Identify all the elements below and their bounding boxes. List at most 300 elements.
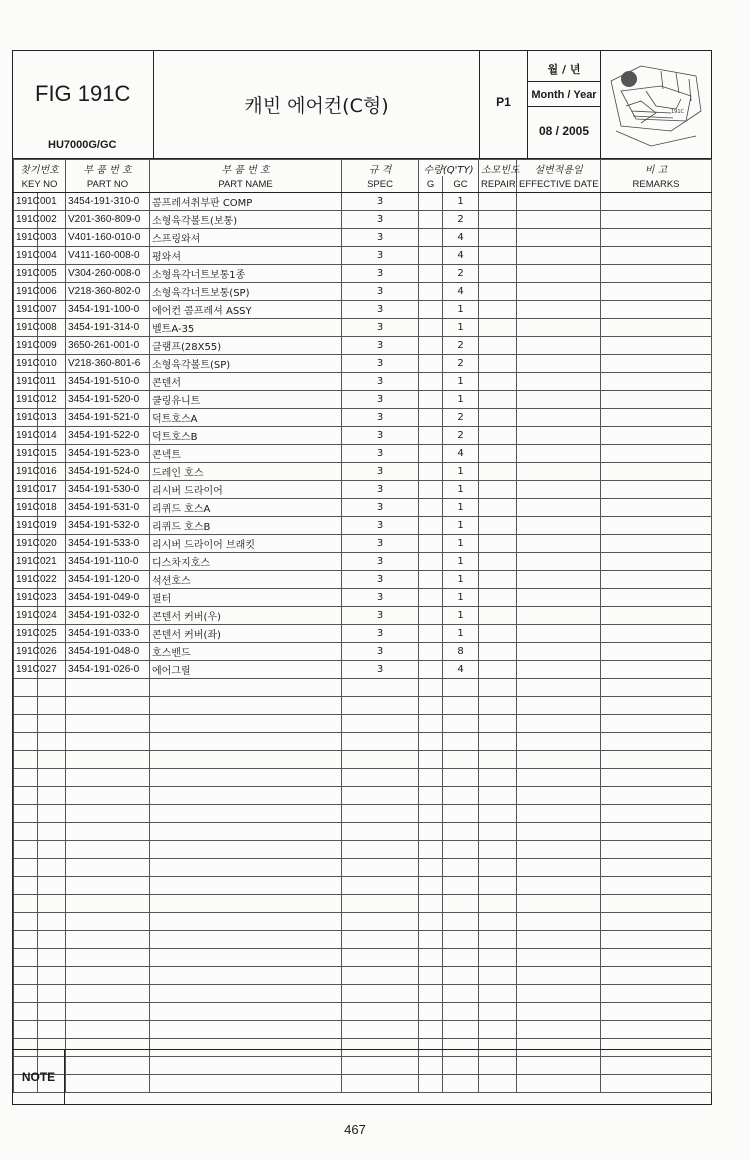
- cell-repair: [479, 481, 517, 499]
- cell-fig: [14, 733, 38, 751]
- cell-g: [419, 535, 443, 553]
- cell-effective: [517, 193, 601, 211]
- cell-repair: [479, 967, 517, 985]
- cell-gc: 1: [443, 481, 479, 499]
- cell-key: [38, 697, 66, 715]
- cell-key: 008: [38, 319, 66, 337]
- cell-remarks: [601, 661, 712, 679]
- blank-row: [14, 823, 712, 841]
- cell-g: [419, 607, 443, 625]
- cell-key: [38, 733, 66, 751]
- cell-part-no: 3454-191-033-0: [66, 625, 150, 643]
- cell-key: [38, 679, 66, 697]
- cell-effective: [517, 949, 601, 967]
- cell-name: [150, 733, 342, 751]
- cell-fig: 191C: [14, 463, 38, 481]
- cell-key: [38, 859, 66, 877]
- cell-repair: [479, 787, 517, 805]
- excavator-cabin-icon: [601, 51, 709, 156]
- cell-spec: [342, 877, 419, 895]
- cell-gc: [443, 769, 479, 787]
- cell-repair: [479, 697, 517, 715]
- cell-g: [419, 391, 443, 409]
- cell-remarks: [601, 193, 712, 211]
- cell-repair: [479, 985, 517, 1003]
- cell-spec: 3: [342, 661, 419, 679]
- cell-gc: 4: [443, 229, 479, 247]
- cell-name: [150, 751, 342, 769]
- cell-name: 필터: [150, 589, 342, 607]
- col-partno-en: PART NO: [66, 176, 150, 193]
- cell-spec: 3: [342, 553, 419, 571]
- cell-part-no: 3454-191-532-0: [66, 517, 150, 535]
- cell-fig: [14, 913, 38, 931]
- cell-fig: 191C: [14, 337, 38, 355]
- cell-key: 027: [38, 661, 66, 679]
- cell-part-no: 3650-261-001-0: [66, 337, 150, 355]
- cell-remarks: [601, 265, 712, 283]
- cell-spec: 3: [342, 319, 419, 337]
- cell-fig: [14, 985, 38, 1003]
- cell-fig: [14, 967, 38, 985]
- cell-repair: [479, 337, 517, 355]
- table-row: [14, 481, 712, 499]
- cell-remarks: [601, 679, 712, 697]
- cell-fig: 191C: [14, 355, 38, 373]
- cell-effective: [517, 787, 601, 805]
- cell-remarks: [601, 337, 712, 355]
- cell-spec: [342, 985, 419, 1003]
- cell-key: [38, 877, 66, 895]
- cell-effective: [517, 301, 601, 319]
- blank-row: [14, 769, 712, 787]
- cell-g: [419, 571, 443, 589]
- cell-fig: 191C: [14, 265, 38, 283]
- cell-part-no: V401-160-010-0: [66, 229, 150, 247]
- cell-remarks: [601, 499, 712, 517]
- cell-g: [419, 805, 443, 823]
- cell-gc: 1: [443, 391, 479, 409]
- table-row: [14, 643, 712, 661]
- cell-repair: [479, 463, 517, 481]
- cell-part-no: [66, 931, 150, 949]
- cell-effective: [517, 319, 601, 337]
- cell-effective: [517, 733, 601, 751]
- cell-part-no: [66, 859, 150, 877]
- cell-g: [419, 877, 443, 895]
- table-row: [14, 535, 712, 553]
- cell-spec: [342, 751, 419, 769]
- cell-fig: [14, 697, 38, 715]
- cell-gc: 1: [443, 463, 479, 481]
- cell-g: [419, 859, 443, 877]
- cell-fig: [14, 1003, 38, 1021]
- cell-fig: 191C: [14, 607, 38, 625]
- cell-repair: [479, 193, 517, 211]
- table-row: [14, 355, 712, 373]
- cell-repair: [479, 499, 517, 517]
- cell-name: [150, 1003, 342, 1021]
- cell-name: 덕트호스A: [150, 409, 342, 427]
- cell-repair: [479, 823, 517, 841]
- cell-name: 소형육각볼트(보통): [150, 211, 342, 229]
- cell-fig: [14, 931, 38, 949]
- cell-gc: 1: [443, 589, 479, 607]
- cell-spec: 3: [342, 445, 419, 463]
- cell-part-no: 3454-191-520-0: [66, 391, 150, 409]
- cell-part-no: [66, 967, 150, 985]
- cell-repair: [479, 769, 517, 787]
- cell-spec: 3: [342, 643, 419, 661]
- col-gc-en: GC: [443, 176, 479, 193]
- cell-remarks: [601, 967, 712, 985]
- cell-part-no: 3454-191-310-0: [66, 193, 150, 211]
- cell-remarks: [601, 535, 712, 553]
- cell-fig: 191C: [14, 535, 38, 553]
- cell-spec: 3: [342, 481, 419, 499]
- page-code: P1: [496, 95, 511, 109]
- cell-repair: [479, 913, 517, 931]
- cell-remarks: [601, 553, 712, 571]
- cell-effective: [517, 1003, 601, 1021]
- cell-repair: [479, 427, 517, 445]
- cell-g: [419, 247, 443, 265]
- cell-name: 소형육각너트보통(SP): [150, 283, 342, 301]
- cell-key: 001: [38, 193, 66, 211]
- cell-part-no: 3454-191-026-0: [66, 661, 150, 679]
- cell-key: 025: [38, 625, 66, 643]
- cell-remarks: [601, 949, 712, 967]
- cell-fig: [14, 751, 38, 769]
- cell-part-no: 3454-191-522-0: [66, 427, 150, 445]
- cell-part-no: V201-360-809-0: [66, 211, 150, 229]
- cell-gc: [443, 787, 479, 805]
- cell-key: [38, 913, 66, 931]
- cell-g: [419, 355, 443, 373]
- cell-gc: [443, 895, 479, 913]
- cell-effective: [517, 643, 601, 661]
- cell-effective: [517, 607, 601, 625]
- cell-repair: [479, 877, 517, 895]
- cell-key: [38, 949, 66, 967]
- cell-gc: 1: [443, 571, 479, 589]
- cell-g: [419, 913, 443, 931]
- cell-gc: 1: [443, 499, 479, 517]
- cell-remarks: [601, 355, 712, 373]
- cell-key: 005: [38, 265, 66, 283]
- cell-spec: 3: [342, 625, 419, 643]
- cell-spec: 3: [342, 373, 419, 391]
- cell-gc: 2: [443, 427, 479, 445]
- blank-row: [14, 859, 712, 877]
- cell-fig: [14, 1021, 38, 1039]
- cell-part-no: 3454-191-049-0: [66, 589, 150, 607]
- cell-part-no: 3454-191-521-0: [66, 409, 150, 427]
- date-label-ko: 월 / 년: [547, 63, 581, 76]
- cell-key: 012: [38, 391, 66, 409]
- cell-effective: [517, 553, 601, 571]
- cell-spec: 3: [342, 247, 419, 265]
- cell-part-no: [66, 841, 150, 859]
- cell-effective: [517, 931, 601, 949]
- cell-fig: 191C: [14, 499, 38, 517]
- cell-fig: [14, 805, 38, 823]
- cell-fig: [14, 949, 38, 967]
- cell-remarks: [601, 1003, 712, 1021]
- col-effective-en: EFFECTIVE DATE: [517, 176, 601, 193]
- cell-fig: [14, 769, 38, 787]
- cell-repair: [479, 391, 517, 409]
- cell-spec: 3: [342, 463, 419, 481]
- cell-gc: 4: [443, 445, 479, 463]
- cell-part-no: 3454-191-523-0: [66, 445, 150, 463]
- cell-repair: [479, 895, 517, 913]
- note-label: NOTE: [13, 1050, 65, 1105]
- cell-fig: 191C: [14, 517, 38, 535]
- cell-spec: [342, 733, 419, 751]
- cell-g: [419, 283, 443, 301]
- cell-gc: [443, 1021, 479, 1039]
- cell-name: [150, 697, 342, 715]
- cell-part-no: [66, 679, 150, 697]
- cell-remarks: [601, 877, 712, 895]
- cell-gc: 1: [443, 535, 479, 553]
- cell-spec: [342, 697, 419, 715]
- cell-repair: [479, 373, 517, 391]
- cell-g: [419, 427, 443, 445]
- cell-repair: [479, 229, 517, 247]
- cell-spec: 3: [342, 571, 419, 589]
- cell-effective: [517, 463, 601, 481]
- page-code-box: [480, 51, 528, 158]
- cell-fig: 191C: [14, 391, 38, 409]
- cell-name: 클램프(28X55): [150, 337, 342, 355]
- cell-repair: [479, 859, 517, 877]
- cell-name: 리퀴드 호스A: [150, 499, 342, 517]
- cell-effective: [517, 895, 601, 913]
- cell-g: [419, 1003, 443, 1021]
- cell-effective: [517, 841, 601, 859]
- cell-gc: [443, 679, 479, 697]
- cell-gc: [443, 697, 479, 715]
- blank-row: [14, 679, 712, 697]
- cell-name: [150, 913, 342, 931]
- cell-remarks: [601, 391, 712, 409]
- cell-repair: [479, 445, 517, 463]
- cell-spec: [342, 949, 419, 967]
- cell-effective: [517, 589, 601, 607]
- cell-name: [150, 841, 342, 859]
- cell-spec: [342, 967, 419, 985]
- table-row: [14, 517, 712, 535]
- table-row: [14, 427, 712, 445]
- cell-gc: 1: [443, 625, 479, 643]
- cell-remarks: [601, 985, 712, 1003]
- cell-fig: 191C: [14, 409, 38, 427]
- cell-g: [419, 589, 443, 607]
- cell-part-no: 3454-191-314-0: [66, 319, 150, 337]
- cell-name: 스프링와셔: [150, 229, 342, 247]
- cell-name: [150, 949, 342, 967]
- blank-row: [14, 967, 712, 985]
- cell-gc: 1: [443, 517, 479, 535]
- cell-gc: 8: [443, 643, 479, 661]
- cell-gc: [443, 841, 479, 859]
- cell-name: 리퀴드 호스B: [150, 517, 342, 535]
- cell-part-no: V411-160-008-0: [66, 247, 150, 265]
- cell-gc: 4: [443, 283, 479, 301]
- cell-remarks: [601, 517, 712, 535]
- cell-effective: [517, 409, 601, 427]
- cell-gc: [443, 949, 479, 967]
- blank-row: [14, 1021, 712, 1039]
- cell-fig: 191C: [14, 283, 38, 301]
- cell-part-no: [66, 949, 150, 967]
- cell-fig: 191C: [14, 589, 38, 607]
- col-spec-ko: 규 격: [342, 160, 419, 177]
- cell-effective: [517, 517, 601, 535]
- cell-gc: [443, 823, 479, 841]
- cell-g: [419, 445, 443, 463]
- cell-part-no: 3454-191-524-0: [66, 463, 150, 481]
- table-row: [14, 229, 712, 247]
- cell-effective: [517, 445, 601, 463]
- cell-repair: [479, 607, 517, 625]
- cell-remarks: [601, 913, 712, 931]
- blank-row: [14, 949, 712, 967]
- cell-g: [419, 661, 443, 679]
- cell-name: [150, 967, 342, 985]
- cell-spec: 3: [342, 337, 419, 355]
- cell-gc: 2: [443, 337, 479, 355]
- cell-effective: [517, 661, 601, 679]
- fig-header-box: [13, 51, 154, 158]
- cell-spec: [342, 679, 419, 697]
- cell-part-no: [66, 697, 150, 715]
- cell-name: 에어그릴: [150, 661, 342, 679]
- col-partname-ko: 부 품 번 호: [150, 160, 342, 177]
- cell-effective: [517, 859, 601, 877]
- cell-name: 디스차지호스: [150, 553, 342, 571]
- col-spec-en: SPEC: [342, 176, 419, 193]
- cell-spec: 3: [342, 301, 419, 319]
- cell-remarks: [601, 859, 712, 877]
- cell-name: 평와셔: [150, 247, 342, 265]
- cell-part-no: 3454-191-048-0: [66, 643, 150, 661]
- cell-remarks: [601, 607, 712, 625]
- cell-key: 019: [38, 517, 66, 535]
- cell-part-no: V304-260-008-0: [66, 265, 150, 283]
- cell-gc: 4: [443, 247, 479, 265]
- cell-spec: 3: [342, 229, 419, 247]
- table-row: [14, 301, 712, 319]
- cell-effective: [517, 769, 601, 787]
- cell-effective: [517, 1021, 601, 1039]
- cell-spec: 3: [342, 193, 419, 211]
- cell-gc: 2: [443, 211, 479, 229]
- cell-g: [419, 823, 443, 841]
- blank-row: [14, 931, 712, 949]
- cell-spec: [342, 715, 419, 733]
- table-row: [14, 499, 712, 517]
- cell-key: [38, 805, 66, 823]
- col-g-en: G: [419, 176, 443, 193]
- table-row: [14, 319, 712, 337]
- cell-gc: [443, 751, 479, 769]
- cell-name: 콘덴서 커버(좌): [150, 625, 342, 643]
- cell-name: [150, 787, 342, 805]
- cell-g: [419, 751, 443, 769]
- cell-g: [419, 697, 443, 715]
- table-row: [14, 283, 712, 301]
- cell-part-no: 3454-191-120-0: [66, 571, 150, 589]
- cell-repair: [479, 553, 517, 571]
- cell-spec: [342, 931, 419, 949]
- cell-g: [419, 985, 443, 1003]
- cell-part-no: V218-360-801-6: [66, 355, 150, 373]
- table-row: [14, 589, 712, 607]
- cell-effective: [517, 679, 601, 697]
- cell-part-no: [66, 1003, 150, 1021]
- cell-spec: [342, 823, 419, 841]
- cell-gc: 4: [443, 661, 479, 679]
- cell-gc: 1: [443, 607, 479, 625]
- cell-part-no: 3454-191-110-0: [66, 553, 150, 571]
- cell-remarks: [601, 805, 712, 823]
- cell-name: [150, 859, 342, 877]
- cell-gc: [443, 805, 479, 823]
- cell-fig: 191C: [14, 643, 38, 661]
- cell-spec: 3: [342, 517, 419, 535]
- cell-repair: [479, 265, 517, 283]
- cell-spec: [342, 841, 419, 859]
- cell-spec: [342, 1021, 419, 1039]
- cell-name: [150, 1021, 342, 1039]
- cell-g: [419, 319, 443, 337]
- cell-repair: [479, 409, 517, 427]
- cell-remarks: [601, 931, 712, 949]
- cell-key: [38, 787, 66, 805]
- table-row: [14, 607, 712, 625]
- date-value: 08 / 2005: [538, 124, 590, 138]
- cell-gc: [443, 1003, 479, 1021]
- cell-repair: [479, 931, 517, 949]
- cell-remarks: [601, 769, 712, 787]
- cell-name: 호스밴드: [150, 643, 342, 661]
- cell-part-no: [66, 877, 150, 895]
- table-row: [14, 571, 712, 589]
- cell-name: 소형육각너트보통1종: [150, 265, 342, 283]
- cell-repair: [479, 211, 517, 229]
- cell-spec: 3: [342, 355, 419, 373]
- cell-name: 덕트호스B: [150, 427, 342, 445]
- cell-g: [419, 229, 443, 247]
- cell-name: [150, 805, 342, 823]
- cell-part-no: 3454-191-533-0: [66, 535, 150, 553]
- cell-name: 벨트A-35: [150, 319, 342, 337]
- cell-key: 015: [38, 445, 66, 463]
- cell-g: [419, 787, 443, 805]
- page-title: 캐빈 에어컨(C형): [244, 95, 389, 117]
- cell-remarks: [601, 319, 712, 337]
- cell-part-no: [66, 751, 150, 769]
- cell-gc: 1: [443, 553, 479, 571]
- cell-effective: [517, 211, 601, 229]
- cell-part-no: 3454-191-032-0: [66, 607, 150, 625]
- cell-key: [38, 751, 66, 769]
- cell-remarks: [601, 463, 712, 481]
- cell-effective: [517, 427, 601, 445]
